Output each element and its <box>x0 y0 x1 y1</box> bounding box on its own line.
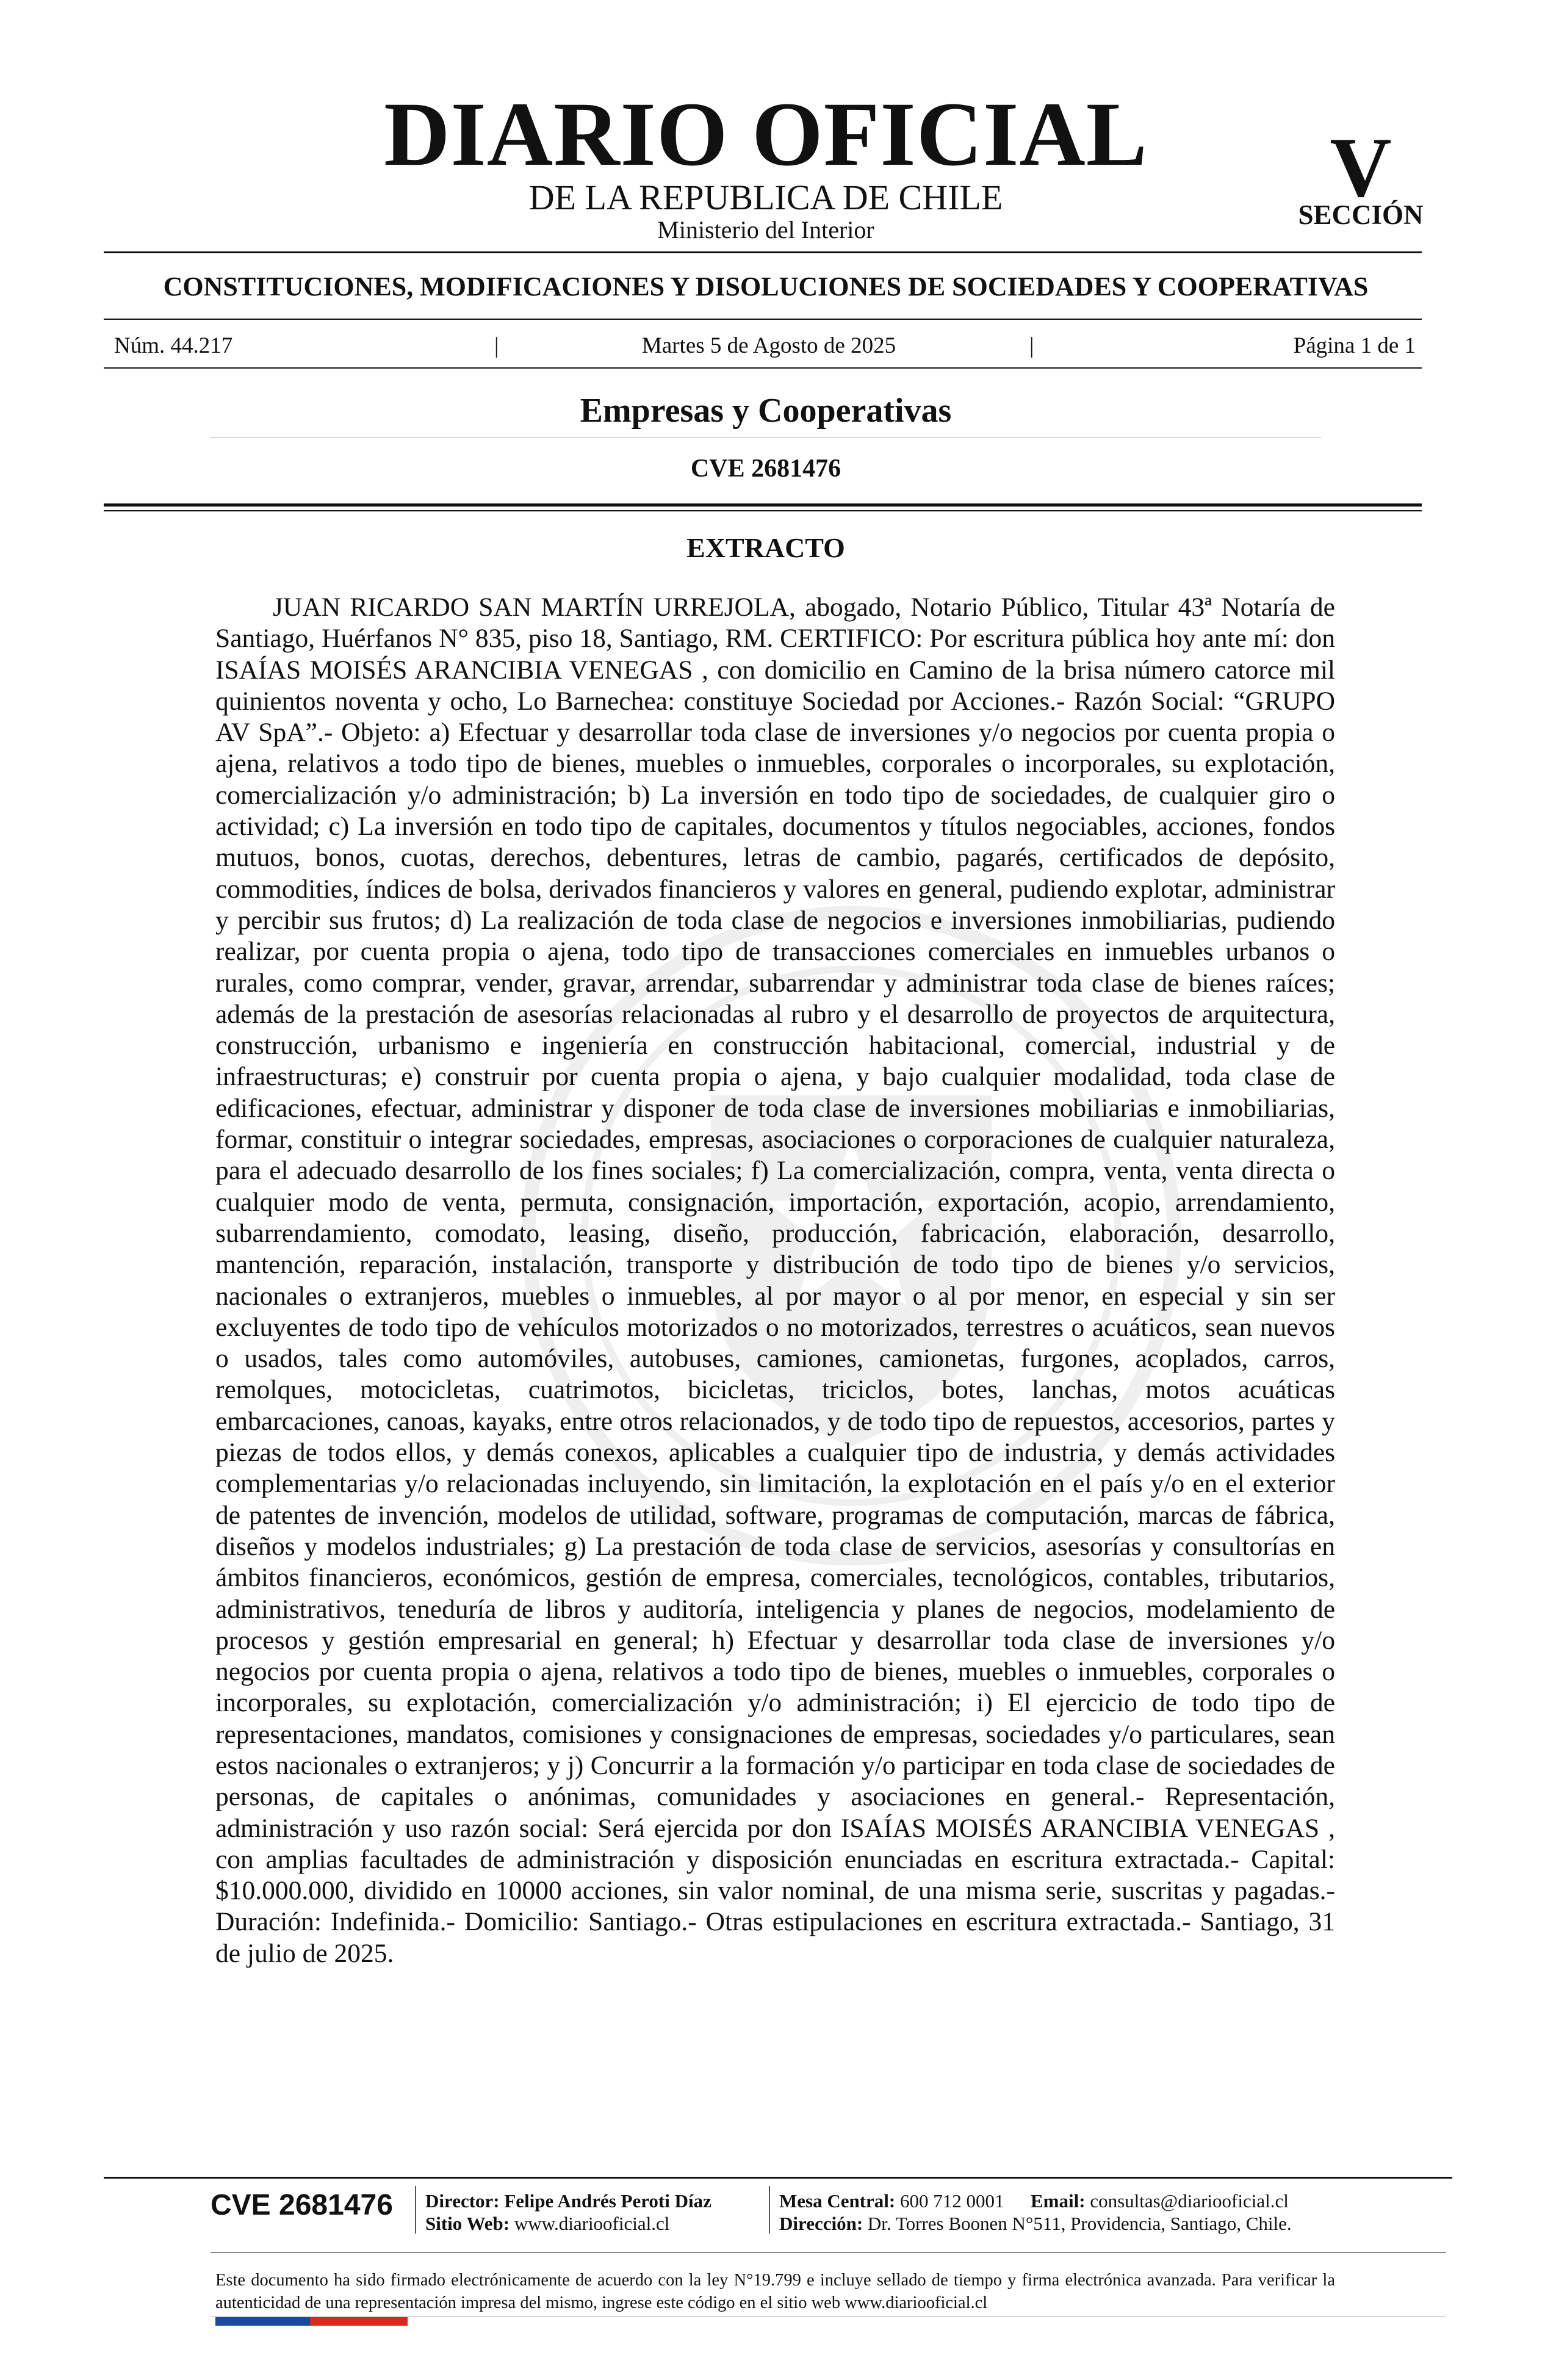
address-text: Dr. Torres Boonen N°511, Providencia, Santiago, Chile. <box>867 2213 1292 2234</box>
issue-separator: | <box>1029 333 1034 358</box>
email-label: Email: <box>1031 2190 1086 2212</box>
issue-number: Núm. 44.217 <box>114 333 233 358</box>
heading-divider <box>211 437 1321 438</box>
issue-date: Martes 5 de Agosto de 2025 <box>641 333 896 358</box>
website-label: Sitio Web: <box>425 2213 510 2234</box>
section-number: V <box>1330 120 1392 215</box>
document-body: JUAN RICARDO SAN MARTÍN URREJOLA, abogado, Notario Público, Titular 43ª Notaría de Santiago, Huérfanos N° 835, piso 18, Santiago, RM. CERTIFICO: Por escritura pública hoy ante mí: don ISAÍAS MOISÉS ARANCIBIA VENEGAS , con domicilio en Camino de la brisa número catorce mil quinientos noventa y ocho, Lo Barnechea: constituye Sociedad por Acciones.- Razón Social: “GRUPO AV SpA”.- Objeto: a) Efectuar y desarrollar toda clase de inversiones y/o negocios por cuenta propia o ajena, relativos a todo tipo de bienes, muebles o inmuebles, corporales o incorporales, su explotación, comercialización y/o administración; b) La inversión en todo tipo de sociedades, de cualquier giro o actividad; c) La inversión en todo tipo de capitales, documentos y títulos negociables, acciones, fondos mutuos, bonos, cuotas, derechos, debentures, letras de cambio, pagarés, certificados de depósito, commodities, índices de bolsa, derivados financieros y valores en general, pudiendo explotar, administrar y percibir sus frutos; d) La realización de toda clase de negocios e inversiones inmobiliarias, pudiendo realizar, por cuenta propia o ajena, todo tipo de transacciones comerciales en inmuebles urbanos o rurales, como comprar, vender, gravar, arrendar, subarrendar y administrar toda clase de bienes raíces; además de la prestación de asesorías relacionadas al rubro y el desarrollo de proyectos de arquitectura, construcción, urbanismo e ingeniería en construcción habitacional, comercial, industrial y de infraestructuras; e) construir por cuenta propia o ajena, y bajo cualquier modalidad, toda clase de edificaciones, efectuar, administrar y disponer de toda clase de inversiones mobiliarias e inmobiliarias, formar, constituir o integrar sociedades, empresas, asociaciones o corporaciones de cualquier naturaleza, para el adecuado desarrollo de los fines sociales; f) La comercialización, compra, venta, venta directa o cualquier modo de venta, permuta, consignación, importación, exportación, acopio, arrendamiento, subarrendamiento, comodato, leasing, diseño, producción, fabricación, elaboración, desarrollo, mantención, reparación, instalación, transporte y distribución de todo tipo de bienes y/o servicios, nacionales o extranjeros, muebles o inmuebles, al por mayor o al por menor, en especial y sin ser excluyentes de todo tipo de vehículos motorizados o no motorizados, terrestres o acuáticos, sean nuevos o usados, tales como automóviles, autobuses, camiones, camionetas, furgones, acoplados, carros, remolques, motocicletas, cuatrimotos, bicicletas, triciclos, botes, lanchas, motos acuáticas embarcaciones, canoas, kayaks, entre otros relacionados, y de todo tipo de repuestos, accesorios, partes y piezas de todos ellos, y demás conexos, aplicables a cualquier tipo de industria, y demás actividades complementarias y/o relacionadas incluyendo, sin limitación, la explotación en el país y/o en el exterior de patentes de invención, modelos de utilidad, software, programas de computación, marcas de fábrica, diseños y modelos industriales; g) La prestación de toda clase de servicios, asesorías y consultorías en ámbitos financieros, económicos, gestión de empresa, comerciales, tecnológicos, contables, tributarios, administrativos, teneduría de libros y auditoría, inteligencia y planes de negocios, modelamiento de procesos y gestión empresarial en general; h) Efectuar y desarrollar toda clase de inversiones y/o negocios por cuenta propia o ajena, relativos a todo tipo de bienes, muebles o inmuebles, corporales o incorporales, su explotación, comercialización y/o administración; i) El ejercicio de todo tipo de representaciones, mandatos, comisiones y consignaciones de empresas, sociedades y/o particulares, sean estos nacionales o extranjeros; y j) Concurrir a la formación y/o participar en toda clase de sociedades de personas, de capitales o anónimas, comunidades y asociaciones en general.- Representación, administración y uso razón social: Será ejercida por don ISAÍAS MOISÉS ARANCIBIA VENEGAS , con amplias facultades de administración y disposición enunciadas en escritura extractada.- Capital: $10.000.000, dividido en 10000 acciones, sin valor nominal, de una misma serie, suscritas y pagadas.- Duración: Indefinida.- Domicilio: Santiago.- Otras estipulaciones en escritura extractada.- Santiago, 31 de julio de 2025. <box>215 593 1335 1968</box>
footer-notice-divider <box>211 2252 1446 2253</box>
email-link[interactable]: consultas@diariooficial.cl <box>1090 2190 1289 2212</box>
flag-red-strip <box>310 2317 408 2326</box>
masthead-ministry: Ministerio del Interior <box>657 216 874 243</box>
section-heading: Empresas y Cooperativas <box>580 392 952 430</box>
footer-address <box>779 2212 1292 2235</box>
footer-separator <box>769 2186 770 2234</box>
masthead-subtitle: DE LA REPUBLICA DE CHILE <box>528 178 1003 217</box>
footer-bottom-line <box>211 2316 1446 2317</box>
phone-label: Mesa Central: <box>779 2190 896 2212</box>
footer-divider <box>104 2177 1452 2179</box>
website-link[interactable]: www.diariooficial.cl <box>514 2213 670 2234</box>
document-title: EXTRACTO <box>686 532 845 563</box>
director-label: Director: <box>425 2190 500 2212</box>
director-name: Felipe Andrés Peroti Díaz <box>504 2190 711 2212</box>
phone-number: 600 712 0001 <box>900 2190 1004 2212</box>
issue-separator: | <box>494 333 499 358</box>
section-label: SECCIÓN <box>1298 200 1424 230</box>
category-title: CONSTITUCIONES, MODIFICACIONES Y DISOLUCIONES DE SOCIEDADES Y COOPERATIVAS <box>163 272 1369 301</box>
footer-phone-email <box>779 2190 1289 2212</box>
masthead-divider <box>104 251 1422 253</box>
verification-notice: Este documento ha sido firmado electrónicamente de acuerdo con la ley N°19.799 e incluye sellado de tiempo y firma electrónica avanzada. Para verificar la autenticidad de una representación impresa del mismo, ingrese este código en el sitio web www.diariooficial.cl <box>215 2271 1335 2312</box>
issue-bottom-divider <box>104 367 1422 369</box>
cve-code: CVE 2681476 <box>690 455 841 483</box>
issue-top-divider <box>104 319 1422 320</box>
flag-blue-strip <box>215 2317 310 2326</box>
header-thick-divider <box>104 503 1422 507</box>
footer-website <box>425 2212 669 2235</box>
header-thin-divider <box>104 510 1422 511</box>
masthead-title: DIARIO OFICIAL <box>384 84 1148 185</box>
footer-separator <box>415 2186 416 2234</box>
footer-cve-code: CVE 2681476 <box>211 2189 393 2221</box>
footer-director <box>425 2190 711 2212</box>
issue-page: Página 1 de 1 <box>1293 333 1416 358</box>
address-label: Dirección: <box>779 2213 863 2234</box>
